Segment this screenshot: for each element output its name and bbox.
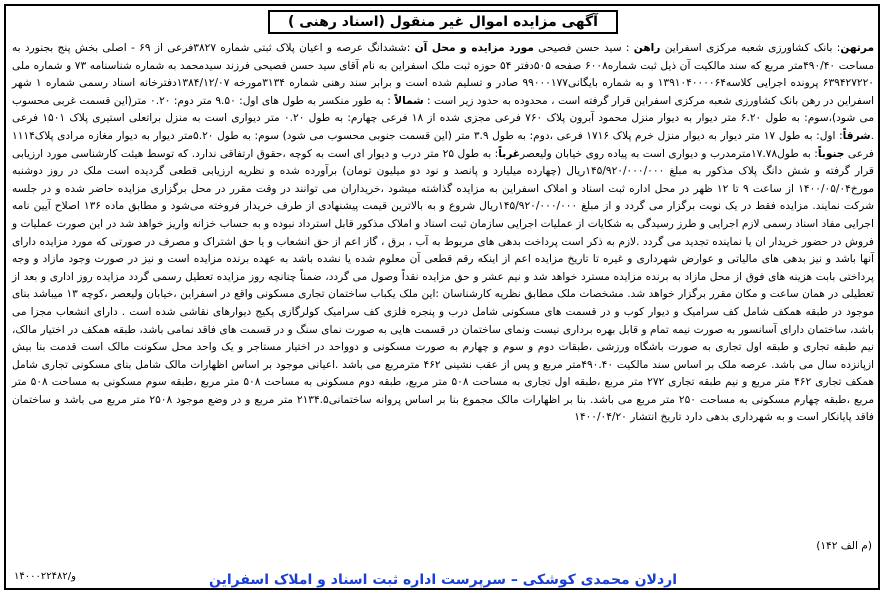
- label-mortgagee: مرتهن: [840, 42, 874, 54]
- text-east-boundary: : اول: به طول ۱۷ متر دیوار به دیوار منزل خرم پلاک ۱۷۱۶ فرعی ،دوم: به طول ۳.۹ متر (این قسمت جنوبی محسوب می شود) سوم: به طول ۵.۲۰متر دیوار به دیوار مغازه مرادی پلاک۱۱۱۴ فرعی: [12, 129, 874, 160]
- label-south: جنوباً: [817, 147, 845, 160]
- notice-body: [12, 40, 874, 427]
- label-mortgagor: راهن: [633, 42, 661, 54]
- text-mortgagee: : بانک کشاورزی شعبه مرکزی اسفراین: [660, 42, 841, 54]
- reference-number: (م الف ۱۴۲): [816, 540, 872, 552]
- text-mortgagor: : سید حسن فصیحی: [533, 42, 634, 54]
- text-north-boundary: : به طور منکسر به طول های اول: ۹.۵۰ متر دوم: ۰.۲۰ متر(این قسمت غربی محسوب می شود)،سوم: به طول ۶.۲۰ متر دیوار به دیوار منزل محمود آبرون پلاک ۷۶۰ فرعی مجزی شده از ۱۸ فرعی چهارم: به طول ۰.۲۰ متر دیواری است به منزل براتعلی استیری پلاک ۱۵۰۱ فرعی .: [12, 94, 874, 142]
- document-code: ۱۴۰۰۰۲۲۴۸۲/و: [14, 571, 76, 582]
- label-north: شمالاً: [394, 94, 424, 107]
- notice-title: آگهی مزایده اموال غیر منقول (اسناد رهنی ): [268, 10, 618, 34]
- text-south-boundary: : به طول۱۷.۷۸مترمدرب و دیواری است به پیاده روی خیابان ولیعصر: [520, 147, 818, 160]
- signature-line: اردلان محمدی کوشکی – سرپرست اداره ثبت اسناد و املاک اسفراین: [208, 572, 678, 588]
- label-auction-subject: مورد مزایده و محل آن: [414, 42, 534, 54]
- label-east: شرقاً: [842, 129, 871, 142]
- text-property-description: :ششدانگ عرصه و اعیان پلاک ثبتی شماره ۳۸۲۷فرعی از ۶۹ - اصلی بخش پنج بجنورد به مساحت ۴۹۰/۴۰متر مربع که سند مالکیت آن ذیل ثبت شماره۶۰۰۸ صفحه ۵۰۵دفتر ۵۴ حوزه ثبت ملک اسفراین به نام آقای سید حسن فصیحی فرزند سیدمحمد به شماره شناسنامه ۷۳ و شماره ملی ۶۳۹۴۲۷۲۲۰ پرونده اجرایی کلاسه۱۳۹۱۰۴۰۰۰۰۶۴ و به شماره بایگانی۹۹۰۰۰۱۷۷ صادر و تسلیم شده است و برابر سند رهنی شماره ۳۱۳۴مورخه ۱۳۸۴/۱۲/۰۷دفترخانه اسناد رسمی شماره ۱ شهر اسفراین در رهن بانک کشاورزی شعبه مرکزی اسفراین قرار گرفته است ، محدوده به حدود زیر است :: [12, 42, 875, 107]
- label-west: غرباً: [498, 147, 521, 160]
- text-west-boundary-and-terms: : به طول ۲۵ متر درب و دیوار ای است به کوچه ،حقوق ارتفاقی ندارد. که توسط هیئت کارشناسی مورد ارزیابی قرار گرفته و شش دانگ پلاک مذکور به مبلغ ۱۴۵/۹۲۰/۰۰۰/۰۰۰ریال (چهارده میلیارد و پانصد و نود دو میلیون تومان) برآورده شده و نظریه ارزیابی قطعی گردیده است ملک در روز دوشنبه مورخ۱۴۰۰/۰۵/۰۴ از ساعت ۹ تا ۱۲ ظهر در محل اداره ثبت اسناد و املاک اسفراین به مزایده گذاشته میشود ،خریداران می توانند در وقت مقرر در محل برگزاری مزایده حاضر شده و در جلسه شرکت نمایند. مزایده فقط در یک نوبت برگزار می گردد و از مبلغ ۱۴۵/۹۲۰/۰۰۰/۰۰۰ریال شروع و به بالاترین قیمت پیشنهادی از طرف خریدار فروخته می‌شود و مطابق ماده ۱۳۶ اصلاح آیین نامه اجرایی مفاد اسناد رسمی لازم اجرایی و طرز رسیدگی به شکایات از عملیات اجرایی سازمان ثبت اسناد و املاک مذکور قابل استرداد نبوده و به حساب خزانه واریز خواهد شد در این صورت عملیات و فروش در حضور خریدار ان یا نماینده تجدید می گردد .لازم به ذکر است پرداخت بدهی های مربوط به آب ، برق ، گاز اعم از حق انشعاب و یا حق اشتراک و مصرف در صورتی که مورد مزایده دارای آنها باشد و نیز بدهی های مالیاتی و عوارض شهرداری و غیره تا تاریخ مزایده اعم از اینکه رقم قطعی آن معلوم شده یا نشده باشد به عهده برنده مزایده است و نیز در صورت وجود مازاد و وجه پرداختی بابت هزینه های فوق از محل مازاد به برنده مزایده مسترد خواهد شد و نیم عشر و حق مزایده نقداً وصول می گردد، ضمناً چنانچه روز مزایده تعطیل رسمی گردد مزایده روز اداری و بعد از تعطیلی در همان ساعت و مکان مقرر برگزار خواهد شد. مشخصات ملک مطابق نظریه کارشناسان :این ملک یکباب ساختمان تجاری مسکونی واقع در اسفراین ،خیابان ولیعصر ،کوچه ۱۳ میباشد بنای موجود در طبقه همکف شامل کف سرامیک و دیوار کوب و در قسمت های مسکونی شامل درب و پنجره فلزی کف سرامیک کولرگازی پکیج دیوارهای نقاشی شده است . دارای انشعاب مجزا می باشد، ساختمان دارای آسانسور به صورت نیمه تمام و قابل بهره برداری نیست ونمای ساختمان در قسمت هایی به صورت نمای سنگ و در قسمت های فاقد نمامی باشد، طبقه همکف در اختیار مالک، نیم طبقه تجاری و طبقه اول تجاری به صورت باشگاه ورزشی ،طبقات دوم و سوم و چهارم به صورت مسکونی و دوواحد در اختیار مستاجر و یک واحد محل سکونت مالک است قدمت بنا بیش ازپانزده سال می باشد. عرصه ملک بر اساس سند مالکیت ۴۹۰.۴۰متر مربع و پس از عقب نشینی ۴۶۲ مترمربع می باشد .اعیانی موجود بر اساس اظهارات مالک شامل بنای مسکونی تجاری شامل همکف تجاری ۴۶۲ متر مربع و نیم طبقه تجاری ۲۷۲ متر مربع ،طبقه اول تجاری به مساحت ۵۰۸ متر مربع، طبقه دوم مسکونی به مساحت ۵۰۸ متر مربع ،طبقه سوم مسکونی به مساحت ۵۰۸ متر مربع ،طبقه چهارم مسکونی به مساحت ۲۵۰ متر مربع می باشد. بنا بر اظهارات مالک مجموع بنا بر اساس پروانه ساختمانی۲۱۳۴.۵ متر مربع و در وضع موجود ۲۵۰۸ متر مربع می باشد و ساختمان فاقد پایانکار است و به شهرداری بدهی دارد تاریخ انتشار ۱۴۰۰/۰۴/۲۰: [12, 147, 875, 424]
